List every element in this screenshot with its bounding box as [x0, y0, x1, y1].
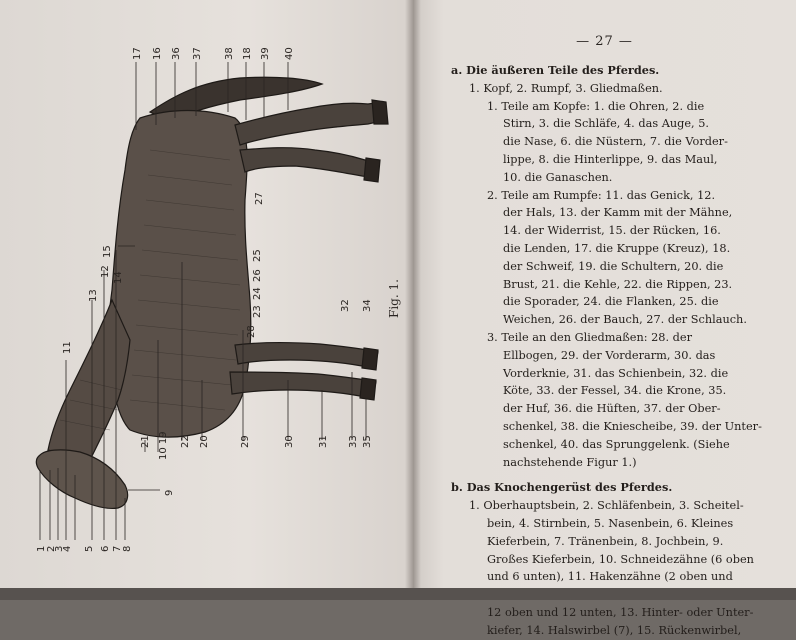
text-line: Weichen, 26. der Bauch, 27. der Schlauch. — [503, 313, 747, 327]
label-5: 5 — [84, 545, 95, 552]
right-page — [413, 0, 796, 637]
label-35: 35 — [362, 435, 373, 448]
label-28: 28 — [246, 325, 257, 338]
label-32: 32 — [340, 299, 351, 312]
heading-b: b. Das Knochengerüst des Pferdes. — [451, 480, 673, 495]
label-36: 36 — [171, 47, 182, 60]
label-21: 21 — [140, 435, 151, 448]
text-line: nachstehende Figur 1.) — [503, 455, 637, 469]
table-edge — [0, 588, 796, 600]
label-18: 18 — [242, 47, 253, 60]
label-38: 38 — [224, 47, 235, 60]
spacer — [451, 471, 789, 479]
page-number: — 27 — — [576, 34, 633, 49]
text-line: Ellbogen, 29. der Vorderarm, 30. das — [503, 348, 716, 362]
label-17: 17 — [132, 47, 143, 60]
text-line: der Huf, 36. die Hüften, 37. der Ober- — [503, 402, 721, 416]
text-line: Brust, 21. die Kehle, 22. die Rippen, 23. — [503, 277, 733, 291]
text-line: kiefer, 14. Halswirbel (7), 15. Rückenwirbel, — [487, 623, 742, 637]
text-line: 12 oben und 12 unten, 13. Hinter- oder Unter- — [487, 605, 754, 619]
text-line: Großes Kieferbein, 10. Schneidezähne (6 oben — [487, 552, 754, 566]
label-10-19: 10 19 — [158, 431, 169, 460]
label-20: 20 — [199, 435, 210, 448]
label-23: 23 — [252, 305, 263, 318]
label-22: 22 — [180, 435, 191, 448]
text-line: 2. Teile am Rumpfe: 11. das Genick, 12. — [487, 188, 716, 202]
left-page — [0, 0, 413, 600]
label-9: 9 — [164, 489, 175, 496]
label-13: 13 — [88, 289, 99, 302]
label-24: 24 — [252, 287, 263, 300]
label-25: 25 — [252, 249, 263, 262]
label-11: 11 — [62, 341, 73, 354]
label-16: 16 — [152, 47, 163, 60]
text-line: lippe, 8. die Hinterlippe, 9. das Maul, — [503, 152, 718, 166]
text-line: schenkel, 38. die Kniescheibe, 39. der Unter- — [503, 419, 762, 433]
label-40: 40 — [284, 47, 295, 60]
text-line: Vorderknie, 31. das Schienbein, 32. die — [503, 366, 729, 380]
text-line: 1. Oberhauptsbein, 2. Schläfenbein, 3. Scheitel- — [469, 499, 744, 513]
label-6: 6 — [100, 545, 111, 552]
text-line: bein, 4. Stirnbein, 5. Nasenbein, 6. Kleines — [487, 516, 734, 530]
label-3: 3 — [54, 545, 65, 552]
label-1: 1 — [36, 545, 47, 552]
label-14: 14 — [113, 271, 124, 284]
label-33: 33 — [348, 435, 359, 448]
label-26: 26 — [252, 269, 263, 282]
text-line: der Schweif, 19. die Schultern, 20. die — [503, 259, 724, 273]
label-37: 37 — [192, 47, 203, 60]
figure-caption: Fig. 1. — [387, 279, 401, 318]
text-line: schenkel, 40. das Sprunggelenk. (Siehe — [503, 437, 730, 451]
text-line: die Nase, 6. die Nüstern, 7. die Vorder- — [503, 135, 728, 149]
text-line: 3. Teile an den Gliedmaßen: 28. der — [487, 330, 692, 344]
text-line: 10. die Ganaschen. — [503, 170, 613, 184]
text-line: die Lenden, 17. die Kruppe (Kreuz), 18. — [503, 241, 731, 255]
text-line: Köte, 33. der Fessel, 34. die Krone, 35. — [503, 384, 727, 398]
text-block — [451, 62, 789, 640]
label-15: 15 — [102, 245, 113, 258]
label-12: 12 — [100, 265, 111, 278]
text-line: 1. Teile am Kopfe: 1. die Ohren, 2. die — [487, 99, 705, 113]
label-31: 31 — [318, 435, 329, 448]
label-30: 30 — [284, 435, 295, 448]
label-8: 8 — [122, 545, 133, 552]
horse-anatomy-figure — [0, 0, 413, 600]
text-line: 1. Kopf, 2. Rumpf, 3. Gliedmaßen. — [469, 81, 663, 95]
label-2: 2 — [46, 545, 57, 552]
text-line: Stirn, 3. die Schläfe, 4. das Auge, 5. — [503, 117, 710, 131]
text-line: Kieferbein, 7. Tränenbein, 8. Jochbein, 9. — [487, 534, 724, 548]
text-line: und 6 unten), 11. Hakenzähne (2 oben und — [487, 570, 733, 584]
label-27: 27 — [254, 192, 265, 205]
label-7: 7 — [112, 545, 123, 552]
text-line: der Hals, 13. der Kamm mit der Mähne, — [503, 206, 733, 220]
label-39: 39 — [260, 47, 271, 60]
text-line: die Sporader, 24. die Flanken, 25. die — [503, 295, 719, 309]
label-34: 34 — [362, 299, 373, 312]
label-29: 29 — [240, 435, 251, 448]
book-gutter — [405, 0, 421, 600]
label-4: 4 — [62, 545, 73, 552]
text-line: 14. der Widerrist, 15. der Rücken, 16. — [503, 224, 721, 238]
heading-a: a. Die äußeren Teile des Pferdes. — [451, 63, 660, 77]
